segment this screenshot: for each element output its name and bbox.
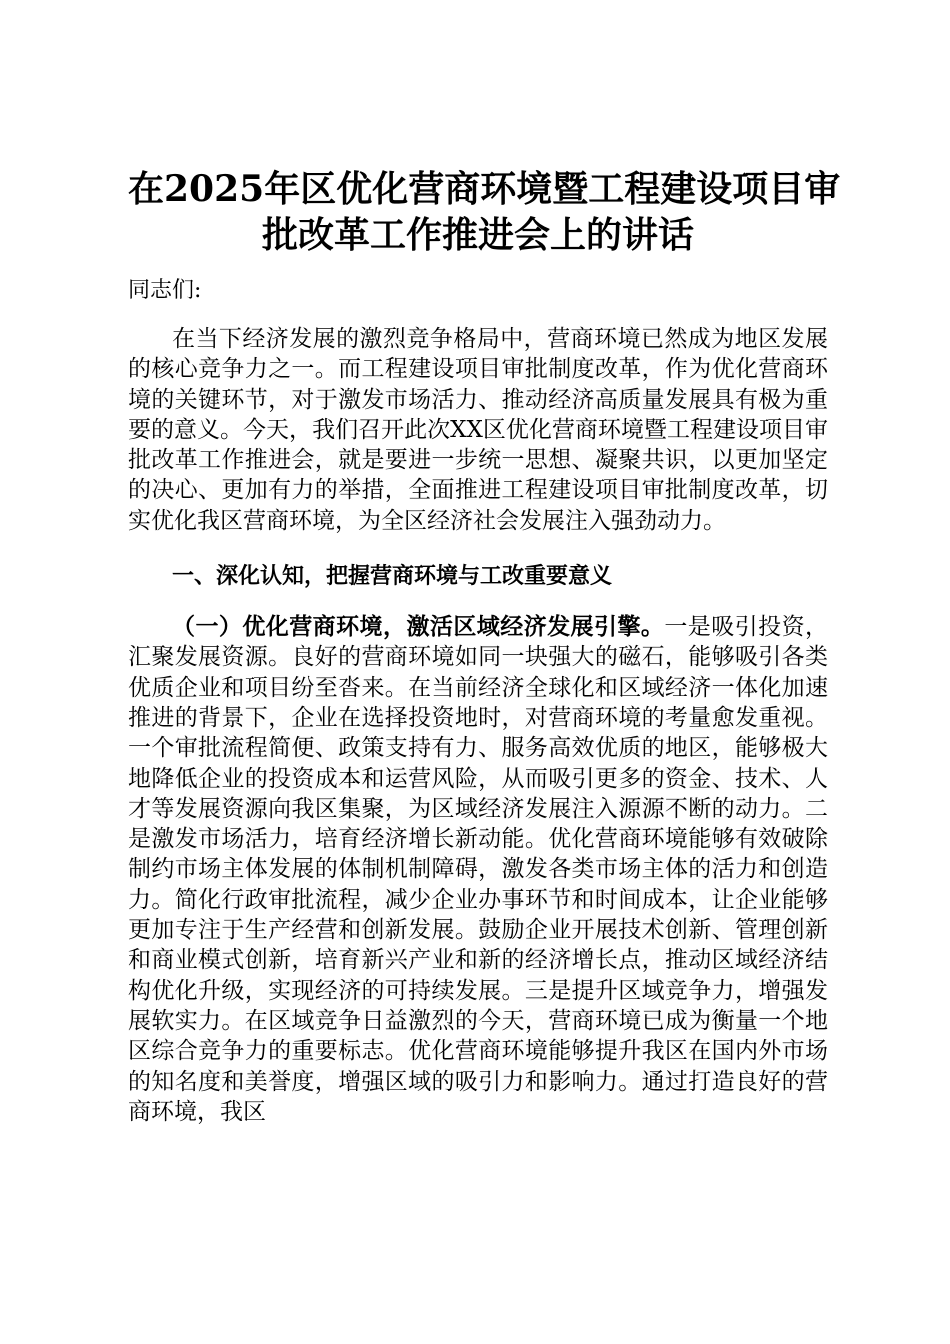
subsection-1-paragraph (128, 612, 828, 1127)
intro-paragraph: 在当下经济发展的激烈竞争格局中，营商环境已然成为地区发展的核心竞争力之一。而工程建设项目审批制度改革，作为优化营商环境的关键环节，对于激发市场活力、推动经济高质量发展具有极为重要的意义。今天，我们召开此次XX区优化营商环境暨工程建设项目审批改革工作推进会，就是要进一步统一思想、凝聚共识，以更加坚定的决心、更加有力的举措，全面推进工程建设项目审批制度改革，切实优化我区营商环境，为全区经济社会发展注入强劲动力。 (128, 326, 828, 534)
title-line-2: 批改革工作推进会上的讲话 (261, 214, 694, 256)
section-1-heading: 一、深化认知，把握营商环境与工改重要意义 (172, 563, 613, 590)
title-line-1: 在2025年区优化营商环境暨工程建设项目审 (128, 168, 841, 210)
subsection-1-heading: （一）优化营商环境，激活区域经济发展引擎。 (172, 613, 665, 641)
salutation: 同志们: (128, 278, 202, 303)
document-title (128, 166, 841, 258)
document-body (128, 166, 841, 1127)
subsection-1-body: 一是吸引投资，汇聚发展资源。良好的营商环境如同一块强大的磁石，能够吸引各类优质企业和项目纷至沓来。在当前经济全球化和区域经济一体化加速推进的背景下，企业在选择投资地时，对营商环境的考量愈发重视。一个审批流程简便、政策支持有力、服务高效优质的地区，能够极大地降低企业的投资成本和运营风险，从而吸引更多的资金、技术、人才等发展资源向我区集聚，为区域经济发展注入源源不断的动力。二是激发市场活力，培育经济增长新动能。优化营商环境能够有效破除制约市场主体发展的体制机制障碍，激发各类市场主体的活力和创造力。简化行政审批流程，减少企业办事环节和时间成本，让企业能够更加专注于生产经营和创新发展。鼓励企业开展技术创新、管理创新和商业模式创新，培育新兴产业和新的经济增长点，推动区域经济结构优化升级，实现经济的可持续发展。三是提升区域竞争力，增强发展软实力。在区域竞争日益激烈的今天，营商环境已成为衡量一个地区综合竞争力的重要标志。优化营商环境能够提升我区在国内外市场的知名度和美誉度，增强区域的吸引力和影响力。通过打造良好的营商环境，我区 (128, 614, 829, 1125)
